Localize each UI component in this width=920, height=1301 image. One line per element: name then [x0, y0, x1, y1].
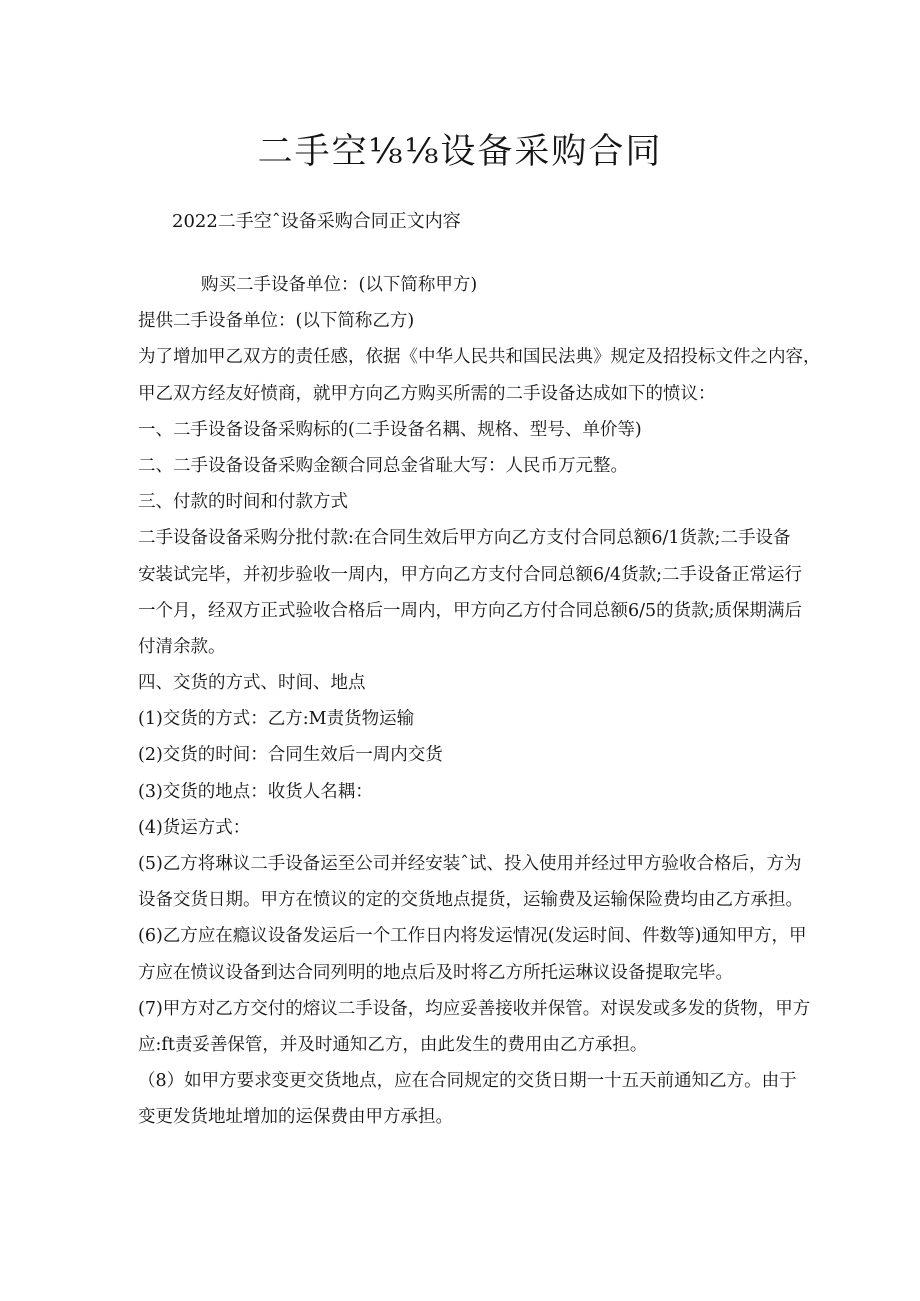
document-title: 二手空⅛⅛设备采购合同	[257, 132, 663, 172]
section-heading: 三、付款的时间和付款方式	[138, 492, 348, 513]
paragraph-line: 一个月，经双方正式验收合格后一周内，甲方向乙方付合同总额6/5的货款;质保期满后	[138, 600, 803, 621]
list-item: (5)乙方将琳议二手设备运至公司并经安装ˆ试、投入使用并经过甲方验收合格后，方为	[138, 854, 802, 874]
paragraph-line: 变更发货地址增加的运保费由甲方承担。	[138, 1107, 453, 1128]
list-item: (2)交货的时间：合同生效后一周内交货	[138, 745, 443, 766]
document-subtitle: 2022二手空ˆ设备采购合同正文内容	[172, 211, 461, 232]
list-item: (6)乙方应在瘾议设备发运后一个工作日内将发运情况(发运时间、件数等)通知甲方，甲	[138, 926, 807, 947]
paragraph-line: 购买二手设备单位：(以下简称甲方)	[201, 275, 478, 295]
list-item: (3)交货的地点：收货人名耦：	[138, 781, 373, 802]
paragraph-line: 设备交货日期。甲方在愤议的定的交货地点提货，运输费及运输保险费均由乙方承担。	[138, 890, 803, 911]
list-item: （8）如甲方要求变更交货地点，应在合同规定的交货日期一十五天前通知乙方。由于	[138, 1071, 797, 1092]
contract-body	[138, 267, 821, 1136]
paragraph-line: 安装试完毕，并初步验收一周内，甲方向乙方支付合同总额6/4货款;二手设备正常运行	[138, 564, 803, 585]
paragraph-line: 提供二手设备单位：(以下简称乙方)	[138, 311, 415, 332]
section-heading: 一、二手设备设备采购标的(二手设备名耦、规格、型号、单价等)	[138, 419, 642, 440]
list-item: (1)交货的方式：乙方:M责货物运输	[138, 709, 415, 730]
list-item: (7)甲方对乙方交付的熔议二手设备，均应妥善接收并保管。对误发或多发的货物，甲方	[138, 998, 811, 1019]
section-heading: 二、二手设备设备采购金额合同总金省耻大写：人民币万元整。	[138, 455, 628, 476]
paragraph-line: 方应在愤议设备到达合同列明的地点后及时将乙方所托运琳议设备提取完毕。	[138, 962, 733, 983]
section-heading: 四、交货的方式、时间、地点	[138, 673, 366, 694]
paragraph-line: 为了增加甲乙双方的责任感，依据《中华人民共和国民法典》规定及招投标文件之内容，	[138, 347, 821, 368]
paragraph-line: 二手设备设备采购分批付款:在合同生效后甲方向乙方支付合同总额6/1货款;二手设备	[138, 528, 791, 549]
paragraph-line: 应:ft责妥善保管，并及时通知乙方，由此发生的费用由乙方承担。	[138, 1034, 648, 1055]
paragraph-line: 甲乙双方经友好愤商，就甲方向乙方购买所需的二手设备达成如下的愤议：	[138, 383, 716, 404]
paragraph-line: 付清余款。	[138, 636, 226, 657]
list-item: (4)货运方式：	[138, 817, 251, 838]
